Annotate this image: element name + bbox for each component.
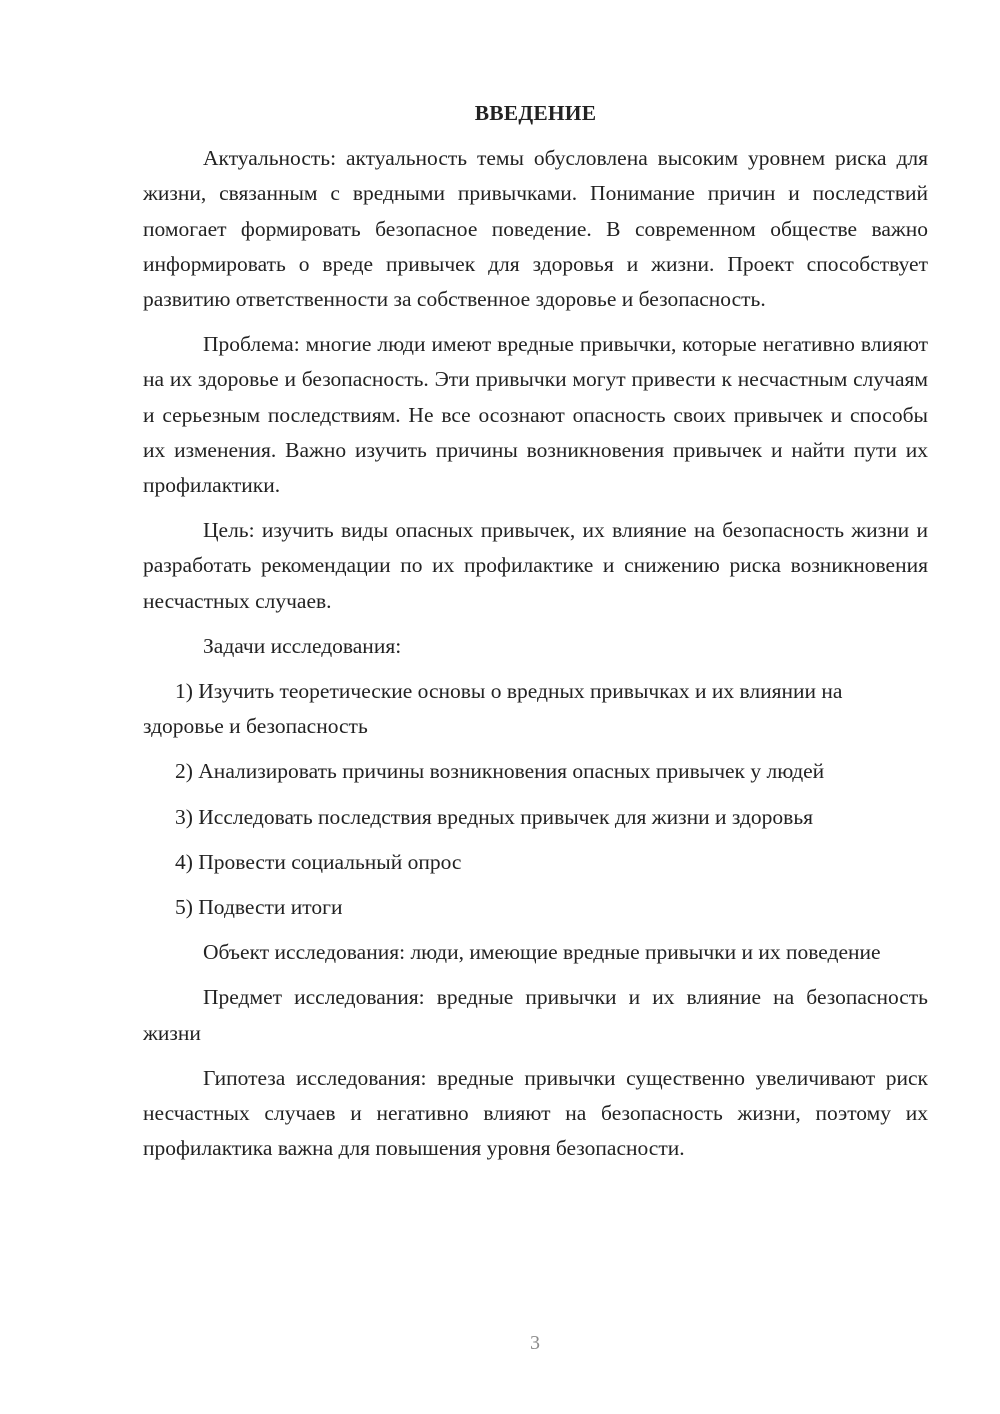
section-title: ВВЕДЕНИЕ bbox=[474, 101, 597, 125]
tasks-list bbox=[143, 674, 928, 925]
task-item: 5) Подвести итоги bbox=[175, 895, 343, 920]
subject-paragraph: Предмет исследования: вредные привычки и их влияние на безопасность жизни bbox=[143, 985, 928, 1045]
task-item: 3) Исследовать последствия вредных привычек для жизни и здоровья bbox=[175, 804, 814, 829]
task-item: 2) Анализировать причины возникновения опасных привычек у людей bbox=[175, 759, 825, 784]
page-body bbox=[143, 96, 928, 1176]
object-paragraph: Объект исследования: люди, имеющие вредные привычки и их поведение bbox=[203, 940, 881, 965]
page-number: 3 bbox=[530, 1332, 540, 1354]
task-item: 1) Изучить теоретические основы о вредных привычках и их влиянии на здоровье и безопасность bbox=[143, 679, 843, 739]
goal-paragraph: Цель: изучить виды опасных привычек, их влияние на безопасность жизни и разработать рекомендации по их профилактике и снижению риска возникновения несчастных случаев. bbox=[143, 518, 928, 613]
hypothesis-paragraph: Гипотеза исследования: вредные привычки существенно увеличивают риск несчастных случаев и негативно влияют на безопасность жизни, поэтому их профилактика важна для повышения уровня безопасности. bbox=[143, 1065, 928, 1161]
problem-paragraph: Проблема: многие люди имеют вредные привычки, которые негативно влияют на их здоровье и безопасность. Эти привычки могут привести к несчастным случаям и серьезным последствиям. Не все осознают опасность своих привычек и способы их изменения. Важно изучить причины возникновения привычек и найти пути их профилактики. bbox=[143, 332, 928, 498]
tasks-heading: Задачи исследования: bbox=[203, 633, 402, 658]
task-item: 4) Провести социальный опрос bbox=[175, 849, 462, 874]
relevance-paragraph: Актуальность: актуальность темы обусловлена высоким уровнем риска для жизни, связанным с вредными привычками. Понимание причин и последствий помогает формировать безопасное поведение. В современном обществе важно информировать о вреде привычек для здоровья и жизни. Проект способствует развитию ответственности за собственное здоровье и безопасность. bbox=[143, 146, 928, 312]
